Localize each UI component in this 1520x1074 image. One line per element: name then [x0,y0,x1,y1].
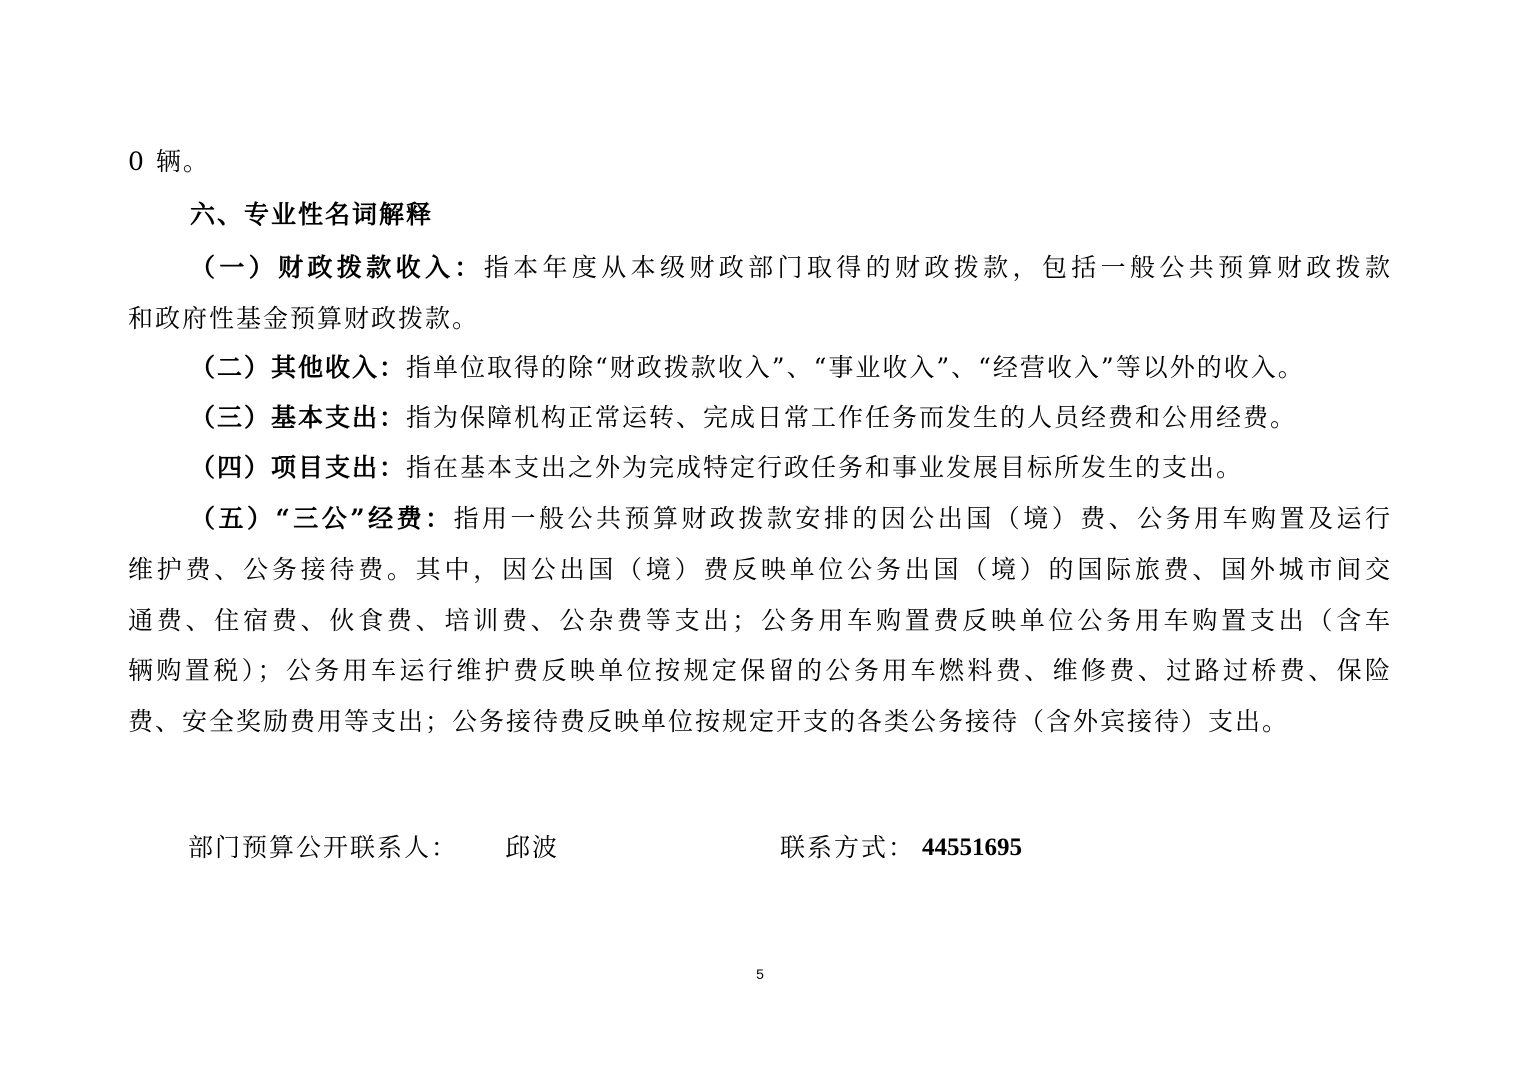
contact-phone-number: 44551695 [922,834,1022,861]
section-heading: 六、专业性名词解释 [190,200,434,229]
definition-item-2 [190,343,1305,393]
contact-person-name: 邱波 [505,833,560,862]
definition-item-5-line-2: 维护费、公务接待费。其中，因公出国（境）费反映单位公务出国（境）的国际旅费、国外城市间交 [128,555,1392,584]
definition-item-1-continued: 和政府性基金预算财政拨款。 [128,304,480,333]
page-number: 5 [756,966,764,982]
contact-phone-label: 联系方式： [780,833,916,862]
definition-term: （三）基本支出： [190,403,407,432]
definition-term: （五）“三公”经费： [190,504,454,533]
definition-item-1 [190,243,1392,293]
definition-term: （二）其他收入： [190,353,407,382]
definition-text: 指单位取得的除“财政拨款收入”、“事业收入”、“经营收入”等以外的收入。 [406,353,1305,382]
definition-item-5-line-4: 辆购置税）；公务用车运行维护费反映单位按规定保留的公务用车燃料费、维修费、过路过桥费、保险 [128,656,1392,685]
continuation-line: 0 辆。 [128,147,210,176]
definition-text: 指用一般公共预算财政拨款安排的因公出国（境）费、公务用车购置及运行 [453,504,1392,533]
definition-item-4 [190,443,1243,493]
definition-term: （四）项目支出： [190,453,407,482]
definition-text: 指为保障机构正常运转、完成日常工作任务而发生的人员经费和公用经费。 [406,403,1298,432]
contact-person-label: 部门预算公开联系人： [188,833,459,862]
definition-text: 指在基本支出之外为完成特定行政任务和事业发展目标所发生的支出。 [406,453,1244,482]
definition-item-5-line-5: 费、安全奖励费用等支出；公务接待费反映单位按规定开支的各类公务接待（含外宾接待）支出。 [128,707,1290,736]
definition-term: （一）财政拨款收入： [190,253,484,282]
definition-item-5-line-3: 通费、住宿费、伙食费、培训费、公杂费等支出；公务用车购置费反映单位公务用车购置支出（含车 [128,606,1392,635]
definition-item-3 [190,393,1297,443]
definition-item-5 [190,494,1392,544]
definition-text: 指本年度从本级财政部门取得的财政拨款，包括一般公共预算财政拨款 [483,253,1392,282]
